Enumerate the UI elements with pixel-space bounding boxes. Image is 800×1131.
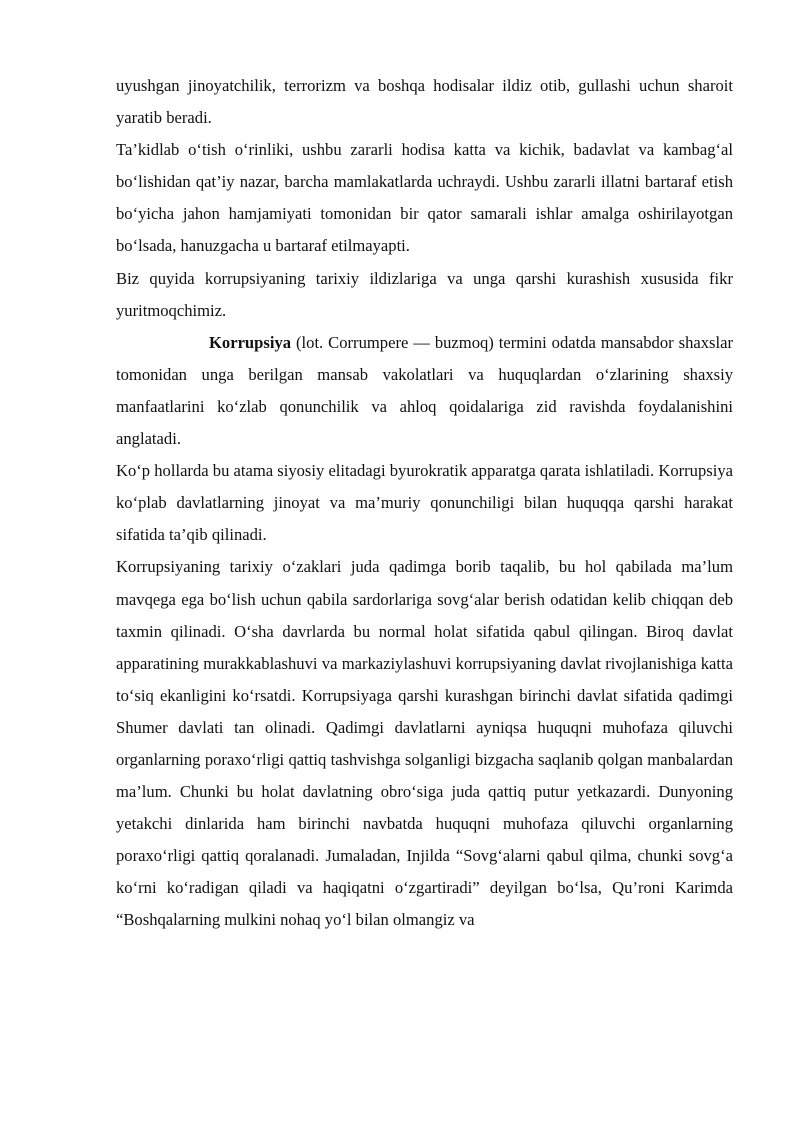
- paragraph-5: Ko‘p hollarda bu atama siyosiy elitadagi byurokratik apparatga qarata ishlatiladi. Korrupsiya ko‘plab davlatlarning jinoyat va ma’muriy qonunchiligi bilan huquqqa qarshi harakat sifatida ta’qib qilinadi.: [116, 461, 733, 545]
- term-korrupsiya: Korrupsiya: [209, 332, 292, 352]
- paragraph-4-definition: [116, 327, 733, 455]
- paragraph-3: Biz quyida korrupsiyaning tarixiy ildizlariga va unga qarshi kurashish xususida fikr yuritmoqchimiz.: [116, 268, 733, 320]
- paragraph-1: uyushgan jinoyatchilik, terrorizm va boshqa hodisalar ildiz otib, gullashi uchun sharoit yaratib beradi.: [116, 76, 733, 128]
- document-body: [116, 70, 733, 937]
- paragraph-6: Korrupsiyaning tarixiy o‘zaklari juda qadimga borib taqalib, bu hol qabilada ma’lum mavqega ega bo‘lish uchun qabila sardorlariga sovg‘alar berish odatidan kelib chiqqan deb taxmin qilinadi. O‘sha davrlarda bu normal holat sifatida qabul qilingan. Biroq davlat apparatining murakkablashuvi va markaziylashuvi korrupsiyaning davlat rivojlanishiga katta to‘siq ekanligini ko‘rsatdi. Korrupsiyaga qarshi kurashgan birinchi davlat sifatida qadimgi Shumer davlati tan olinadi. Qadimgi davlatlarni ayniqsa huquqni muhofaza qiluvchi organlarning poraxo‘rligi qattiq tashvishga solganligi bizgacha saqlanib qolgan manbalardan ma’lum. Chunki bu holat davlatning obro‘siga juda qattiq putur yetkazardi. Dunyoning yetakchi dinlarida ham birinchi navbatda huquqni muhofaza qiluvchi organlarning poraxo‘rligi qattiq qoralanadi. Jumaladan, Injilda “Sovg‘alarni qabul qilma, chunki sovg‘a ko‘rni ko‘radigan qiladi va haqiqatni o‘zgartiradi” deyilgan bo‘lsa, Qu’roni Karimda “Boshqalarning mulkini nohaq yo‘l bilan olmangiz va: [116, 557, 733, 930]
- paragraph-2: Ta’kidlab o‘tish o‘rinliki, ushbu zararli hodisa katta va kichik, badavlat va kambag‘al bo‘lishidan qat’iy nazar, barcha mamlakatlarda uchraydi. Ushbu zararli illatni bartaraf etish bo‘yicha jahon hamjamiyati tomonidan bir qator samarali ishlar amalga oshirilayotgan bo‘lsada, hanuzgacha u bartaraf etilmayapti.: [116, 140, 733, 256]
- definition-text: (lot. Corrumpere — buzmoq) termini odatda mansabdor shaxslar tomonidan unga berilgan mansab vakolatlari va huquqlardan o‘zlarining shaxsiy manfaatlarini ko‘zlab qonunchilik va ahloq qoidalariga zid ravishda foydalanishini anglatadi.: [116, 332, 733, 449]
